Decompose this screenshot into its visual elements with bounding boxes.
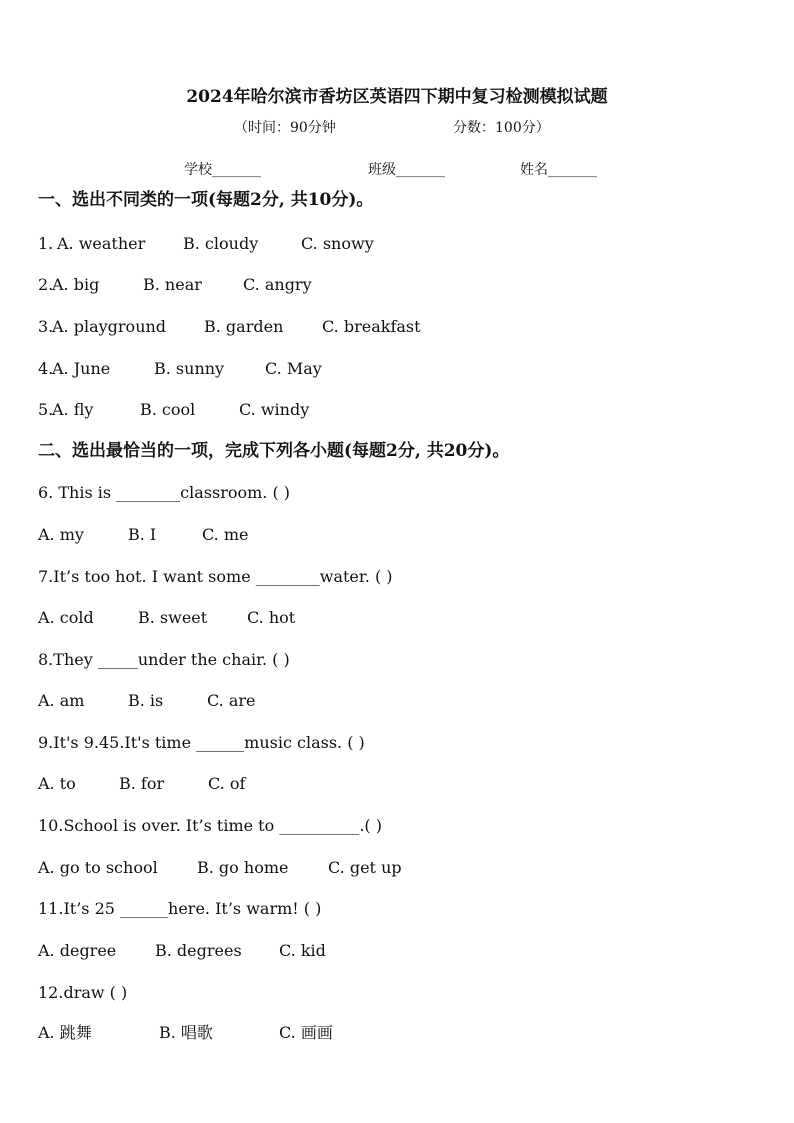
option-c: C. get up [328,858,402,877]
option-b: B. sunny [154,359,225,378]
question-stem: 7.It’s too hot. I want some ________water. ( ) [38,567,393,586]
option-a: A. June [52,359,111,378]
name-field: 姓名_______ [520,162,597,178]
option-c: C. are [207,691,256,710]
option-a: A. my [38,525,84,544]
question-number: 2. [38,275,54,294]
option-c: C. 画画 [279,1023,333,1042]
school-field: 学校_______ [184,162,261,178]
question-number: 1. [38,234,54,253]
option-c: C. breakfast [322,317,421,336]
exam-score: 分数：100分） [453,120,550,136]
section-2-heading: 二、选出最恰当的一项，完成下列各小题(每题2分, 共20分)。 [38,441,510,461]
option-b: B. is [128,691,164,710]
option-a: A. playground [52,317,167,336]
option-a: A. go to school [38,858,158,877]
option-b: B. 唱歌 [159,1023,213,1042]
option-a: A. to [38,774,76,793]
option-c: C. kid [279,941,326,960]
option-b: B. I [128,525,157,544]
question-stem: 10.School is over. It’s time to __________.( ) [38,816,382,835]
section-1-heading: 一、选出不同类的一项(每题2分, 共10分)。 [38,190,374,210]
option-a: A. weather [57,234,146,253]
option-a: A. degree [38,941,117,960]
option-a: A. 跳舞 [38,1023,92,1042]
question-stem: 12.draw ( ) [38,983,128,1002]
option-c: C. of [208,774,246,793]
option-b: B. near [143,275,202,294]
question-stem: 8.They _____under the chair. ( ) [38,650,290,669]
option-c: C. me [202,525,249,544]
option-a: A. fly [52,400,94,419]
option-b: B. for [119,774,165,793]
class-field: 班级_______ [368,162,445,178]
option-b: B. cool [140,400,196,419]
option-b: B. go home [197,858,289,877]
exam-time: （时间：90分钟 [234,120,336,136]
option-b: B. sweet [138,608,208,627]
option-a: A. cold [38,608,94,627]
page-title: 2024年哈尔滨市香坊区英语四下期中复习检测模拟试题 [186,87,608,107]
option-a: A. big [52,275,100,294]
option-c: C. snowy [301,234,374,253]
option-b: B. degrees [155,941,242,960]
option-c: C. windy [239,400,310,419]
question-stem: 6. This is ________classroom. ( ) [38,483,291,502]
question-stem: 11.It’s 25 ______here. It’s warm! ( ) [38,899,322,918]
option-c: C. May [265,359,322,378]
question-stem: 9.It's 9.45.It's time ______music class. ( ) [38,733,365,752]
question-number: 3. [38,317,54,336]
option-c: C. hot [247,608,296,627]
option-b: B. cloudy [183,234,259,253]
option-c: C. angry [243,275,312,294]
question-number: 5. [38,400,54,419]
option-a: A. am [38,691,85,710]
option-b: B. garden [204,317,284,336]
question-number: 4. [38,359,54,378]
